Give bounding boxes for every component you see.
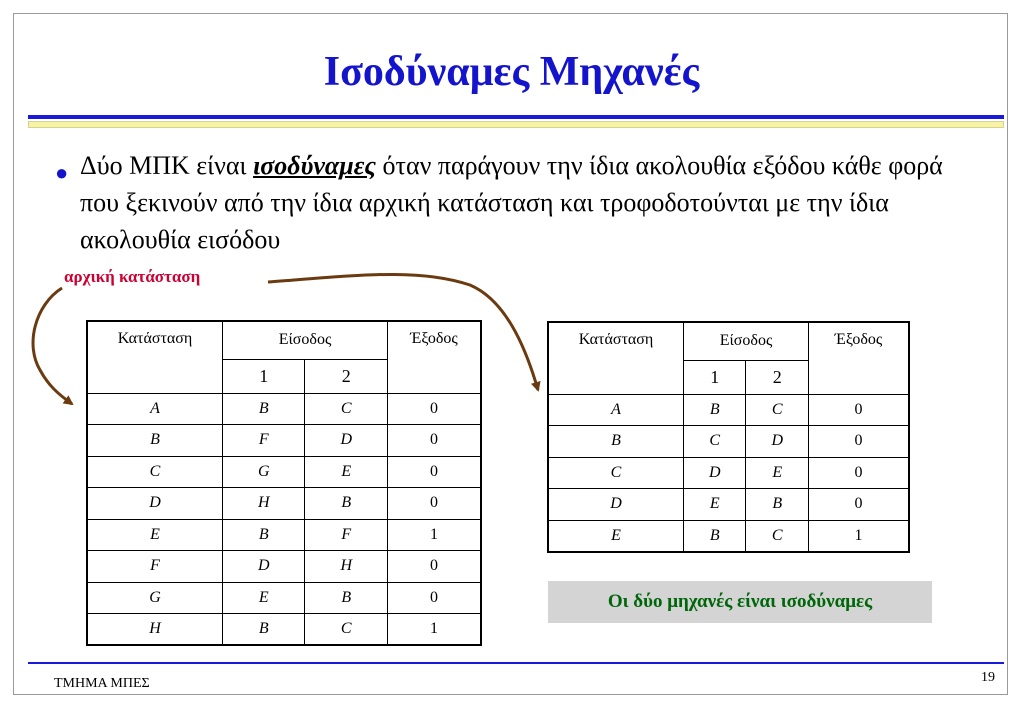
initial-state-annotation: αρχική κατάσταση xyxy=(64,267,201,286)
table-row xyxy=(87,425,481,457)
output-cell: 0 xyxy=(809,426,910,458)
output-cell: 1 xyxy=(388,614,482,646)
state-cell: E xyxy=(548,520,684,552)
header-state: Κατάσταση xyxy=(548,322,684,394)
bullet-text-end: όταν παράγουν την ίδια ακολουθία εξόδου κάθε φορά που ξεκινούν από την ίδια αρχική κατάσταση και τροφοδοτούνται με την ίδια ακολουθία εισόδου xyxy=(80,151,943,254)
arrow-to-table1 xyxy=(33,288,72,404)
state-cell: B xyxy=(548,426,684,458)
header-output: Έξοδος xyxy=(388,321,482,393)
next-state-input-2-cell: C xyxy=(305,393,388,425)
bullet-emphasis: ισοδύναμες xyxy=(253,151,376,180)
table-header-row xyxy=(548,322,909,360)
next-state-input-1-cell: B xyxy=(223,519,305,551)
state-cell: C xyxy=(548,457,684,489)
table-row xyxy=(548,520,909,552)
next-state-input-2-cell: E xyxy=(746,457,809,489)
state-table-machine-1 xyxy=(86,320,482,646)
next-state-input-1-cell: F xyxy=(223,425,305,457)
output-cell: 0 xyxy=(809,457,910,489)
output-cell: 0 xyxy=(388,488,482,520)
table-row xyxy=(548,394,909,426)
page-number: 19 xyxy=(981,670,995,685)
next-state-input-2-cell: B xyxy=(305,582,388,614)
next-state-input-1-cell: D xyxy=(223,551,305,583)
footer-rule xyxy=(28,662,1004,664)
table-row xyxy=(87,488,481,520)
table-row xyxy=(87,393,481,425)
next-state-input-2-cell: C xyxy=(746,520,809,552)
output-cell: 0 xyxy=(388,582,482,614)
table-row xyxy=(87,519,481,551)
state-cell: A xyxy=(87,393,223,425)
table-row xyxy=(548,426,909,458)
next-state-input-2-cell: F xyxy=(305,519,388,551)
next-state-input-2-cell: B xyxy=(305,488,388,520)
next-state-input-2-cell: C xyxy=(305,614,388,646)
header-input: Είσοδος xyxy=(223,321,388,359)
state-table-machine-2 xyxy=(547,321,910,553)
table-row xyxy=(87,456,481,488)
header-input-2: 2 xyxy=(746,360,809,394)
next-state-input-2-cell: D xyxy=(305,425,388,457)
next-state-input-1-cell: B xyxy=(684,394,746,426)
output-cell: 0 xyxy=(388,456,482,488)
header-input-2: 2 xyxy=(305,359,388,393)
output-cell: 0 xyxy=(809,489,910,521)
state-cell: H xyxy=(87,614,223,646)
next-state-input-1-cell: C xyxy=(684,426,746,458)
state-cell: D xyxy=(548,489,684,521)
next-state-input-1-cell: D xyxy=(684,457,746,489)
footer-label: ΤΜΗΜΑ ΜΠΕΣ xyxy=(54,676,150,691)
output-cell: 1 xyxy=(809,520,910,552)
next-state-input-2-cell: B xyxy=(746,489,809,521)
machine-2-rows xyxy=(548,394,909,552)
output-cell: 0 xyxy=(388,393,482,425)
bullet-dot-icon: ● xyxy=(55,160,69,185)
next-state-input-1-cell: B xyxy=(684,520,746,552)
next-state-input-2-cell: H xyxy=(305,551,388,583)
bullet-text-start: Δύο ΜΠΚ είναι xyxy=(80,151,254,180)
state-cell: E xyxy=(87,519,223,551)
header-input-1: 1 xyxy=(684,360,746,394)
table-row xyxy=(87,614,481,646)
next-state-input-2-cell: D xyxy=(746,426,809,458)
next-state-input-1-cell: E xyxy=(684,489,746,521)
output-cell: 0 xyxy=(809,394,910,426)
conclusion-box: Οι δύο μηχανές είναι ισοδύναμες xyxy=(548,581,932,623)
slide-title: Ισοδύναμες Μηχανές xyxy=(323,49,700,95)
table-row xyxy=(87,582,481,614)
next-state-input-2-cell: C xyxy=(746,394,809,426)
table-header-row xyxy=(87,321,481,359)
table-row xyxy=(548,457,909,489)
state-cell: B xyxy=(87,425,223,457)
state-cell: A xyxy=(548,394,684,426)
state-cell: G xyxy=(87,582,223,614)
next-state-input-1-cell: B xyxy=(223,614,305,646)
table-row xyxy=(87,551,481,583)
header-input: Είσοδος xyxy=(684,322,809,360)
table-row xyxy=(548,489,909,521)
next-state-input-1-cell: G xyxy=(223,456,305,488)
next-state-input-2-cell: E xyxy=(305,456,388,488)
header-input-1: 1 xyxy=(223,359,305,393)
output-cell: 0 xyxy=(388,551,482,583)
state-cell: F xyxy=(87,551,223,583)
state-cell: D xyxy=(87,488,223,520)
header-state: Κατάσταση xyxy=(87,321,223,393)
output-cell: 1 xyxy=(388,519,482,551)
next-state-input-1-cell: H xyxy=(223,488,305,520)
output-cell: 0 xyxy=(388,425,482,457)
next-state-input-1-cell: E xyxy=(223,582,305,614)
next-state-input-1-cell: B xyxy=(223,393,305,425)
state-cell: C xyxy=(87,456,223,488)
machine-1-rows xyxy=(87,393,481,645)
header-output: Έξοδος xyxy=(809,322,910,394)
